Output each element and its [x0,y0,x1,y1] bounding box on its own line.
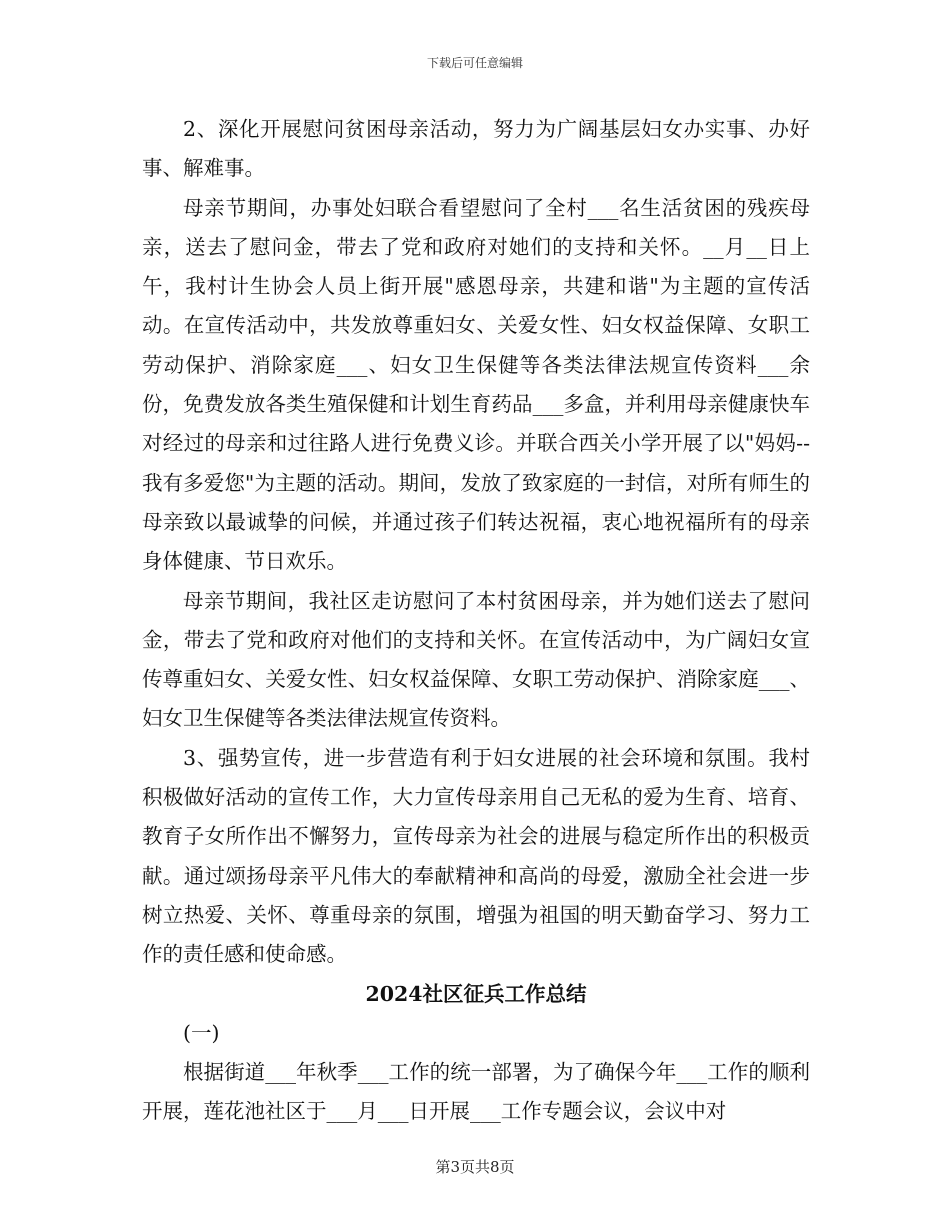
document-body [142,110,810,1132]
paragraph-2: 母亲节期间，办事处妇联合看望慰问了全村___名生活贫困的残疾母亲，送去了慰问金，带去了党和政府对她们的支持和关怀。__月__日上午，我村计生协会人员上街开展"感恩母亲，共建和谐"为主题的宣传活动。在宣传活动中，共发放尊重妇女、关爱女性、妇女权益保障、女职工劳动保护、消除家庭___、妇女卫生保健等各类法律法规宣传资料___余份，免费发放各类生殖保健和计划生育药品___多盒，并利用母亲健康快车对经过的母亲和过往路人进行免费义诊。并联合西关小学开展了以"妈妈--我有多爱您"为主题的活动。期间，发放了致家庭的一封信，对所有师生的母亲致以最诚挚的问候，并通过孩子们转达祝福，衷心地祝福所有的母亲身体健康、节日欢乐。 [142,195,810,574]
section-paragraph: 根据街道___年秋季___工作的统一部署，为了确保今年___工作的顺利开展，莲花池社区于___月___日开展___工作专题会议，会议中对 [142,1060,810,1124]
paragraph-4: 3、强势宣传，进一步营造有利于妇女进展的社会环境和氛围。我村积极做好活动的宣传工作，大力宣传母亲用自己无私的爱为生育、培育、教育子女所作出不懈努力，宣传母亲为社会的进展与稳定所作出的积极贡献。通过颂扬母亲平凡伟大的奉献精神和高尚的母爱，激励全社会进一步树立热爱、关怀、尊重母亲的氛围，增强为祖国的明天勤奋学习、努力工作的责任感和使命感。 [142,745,810,967]
page-header-note: 下载后可任意编辑 [426,56,523,70]
paragraph-3: 母亲节期间，我社区走访慰问了本村贫困母亲，并为她们送去了慰问金，带去了党和政府对他们的支持和关怀。在宣传活动中，为广阔妇女宣传尊重妇女、关爱女性、妇女权益保障、女职工劳动保护、消除家庭___、妇女卫生保健等各类法律法规宣传资料。 [142,588,810,731]
section-subheading: (一) [183,1020,220,1045]
section-title: 2024社区征兵工作总结 [365,981,587,1006]
paragraph-1: 2、深化开展慰问贫困母亲活动，努力为广阔基层妇女办实事、办好事、解难事。 [142,117,810,181]
page-number: 第3页共8页 [435,1158,515,1176]
